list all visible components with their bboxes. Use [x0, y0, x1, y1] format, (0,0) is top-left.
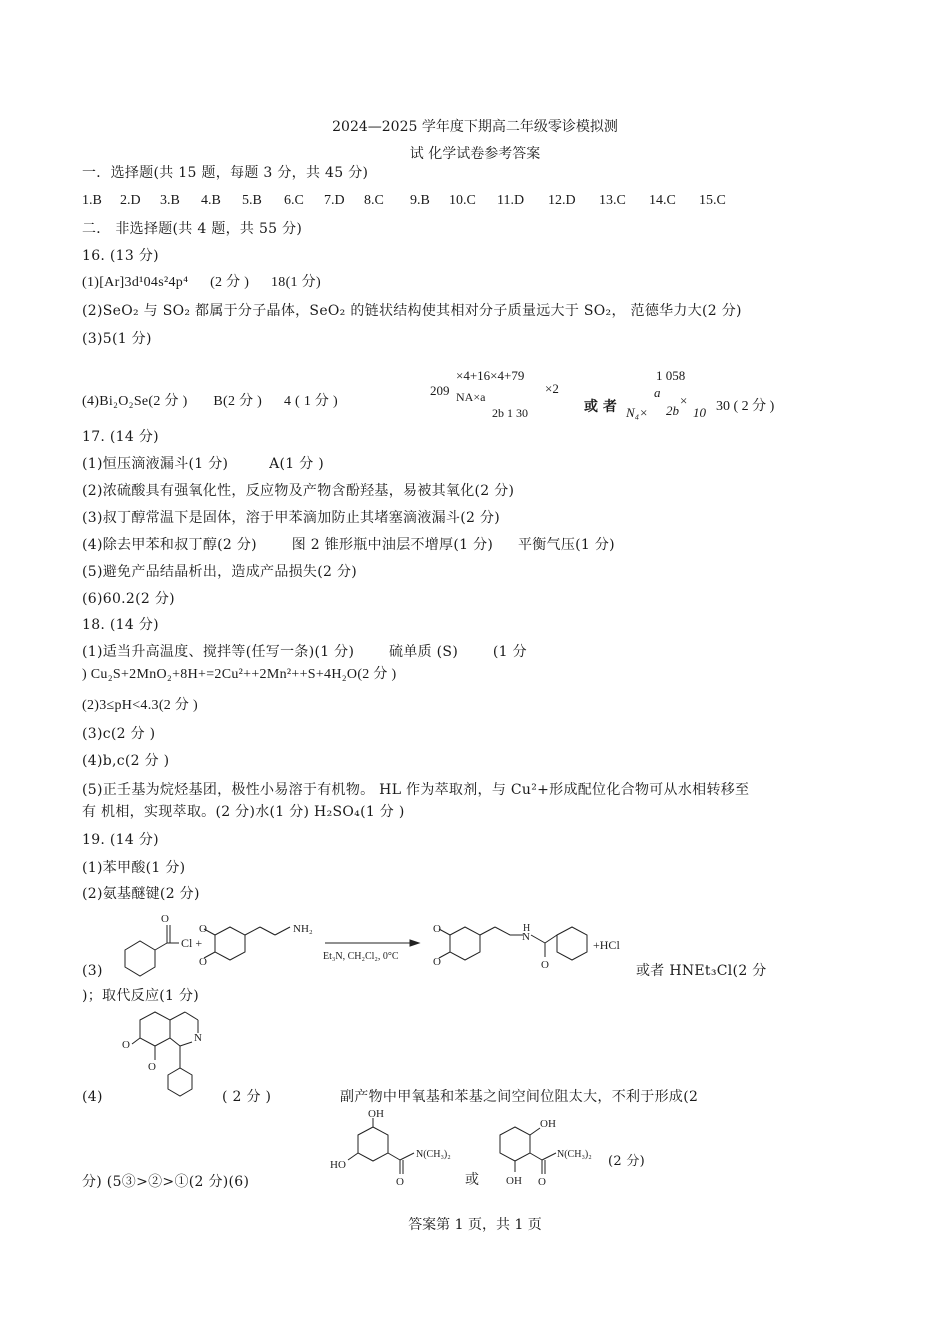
frag-denominator: 2b 1 30 [492, 406, 528, 420]
label-o: O [161, 913, 169, 925]
q16-heading: 16. (13 分) [82, 248, 159, 264]
q17-answer-4-b: 图 2 锥形瓶中油层不增厚(1 分) [291, 537, 494, 553]
label-oh-c: OH [506, 1175, 522, 1187]
reaction-scheme [105, 905, 635, 985]
q19-answer-4-text: 副产物中甲氧基和苯基之间空间位阻太大，不利于形成(2 [340, 1089, 699, 1105]
mc-answer: 5.B [242, 193, 262, 208]
reaction-conditions: Et₃N, CH₂Cl₂, 0°C [323, 951, 399, 962]
q19-answer-3-cont: )；取代反应(1 分) [82, 988, 200, 1004]
q19-answer-4-lead: (4) [82, 1089, 103, 1105]
label-o-c1: O [396, 1176, 404, 1188]
q16-answer-1 [82, 274, 321, 292]
frag-209: 209 [430, 383, 450, 398]
mc-answer: 6.C [284, 193, 304, 208]
q16-answer-4-b: B(2 分 ) [213, 394, 263, 409]
label-o-methoxy-3: O [433, 923, 441, 935]
q16-answer-1-extra: 18(1 分) [271, 275, 321, 290]
mc-answer: 3.B [160, 193, 180, 208]
q19-answer-6-or: 或 [465, 1172, 480, 1188]
frag-numerator: ×4+16×4+79 [456, 368, 525, 383]
mc-answer: 13.C [599, 193, 626, 208]
label-o-4a: O [122, 1039, 130, 1051]
label-o-4b: O [148, 1061, 156, 1073]
label-o-amide: O [541, 959, 549, 971]
q16-answer-1-config: (1)[Ar]3d¹04s²4p⁴ [82, 275, 189, 290]
q16-answer-4-c: 4 ( 1 分 ) [283, 394, 338, 409]
q16-answer-1-score: (2 分 ) [210, 275, 250, 290]
label-h: H [523, 923, 531, 934]
q18-answer-1 [82, 643, 527, 661]
label-nme2-a: N(CH₃)₂ [416, 1149, 451, 1160]
frag-x2: ×2 [545, 381, 559, 396]
q16-answer-4 [82, 393, 338, 411]
q19-answer-5-6: 分) (5③>②>①(2 分)(6) [82, 1174, 250, 1190]
q18-answer-1-b: 硫单质 (S) [389, 644, 459, 660]
label-oh-a: OH [368, 1110, 384, 1120]
label-o-methoxy-1: O [199, 923, 207, 935]
label-hcl: +HCl [593, 938, 620, 952]
frag-2b: 2b [666, 403, 679, 418]
mc-answer: 15.C [699, 193, 726, 208]
page-footer: 答案第 1 页，共 1 页 [408, 1217, 542, 1233]
q18-answer-1-cont: ) Cu₂S+2MnO₂+8H+=2Cu²++2Mn²++S+4H₂O(2 分 ) [82, 667, 397, 682]
q18-answer-5-cont: 有 机相，实现萃取。(2 分)水(1 分) H₂SO₄(1 分 ) [82, 804, 405, 820]
frag-1058: 1 058 [656, 368, 686, 383]
mc-answer: 1.B [82, 193, 102, 208]
q18-heading: 18. (14 分) [82, 617, 159, 633]
frag-10: 10 [693, 405, 706, 420]
q19-answer-4-score: ( 2 分 ) [222, 1089, 272, 1105]
q19-heading: 19. (14 分) [82, 832, 159, 848]
q19-answer-2: (2)氨基醚键(2 分) [82, 886, 200, 902]
section-2-heading: 二． 非选择题(共 4 题，共 55 分) [82, 221, 303, 237]
mc-answer: 11.D [497, 193, 525, 208]
label-n: N [522, 931, 530, 943]
q16-answer-3: (3)5(1 分) [82, 331, 152, 347]
q19-answer-3-lead: (3) [82, 963, 103, 979]
mc-answer: 2.D [120, 193, 141, 208]
frag-na: NA×a [456, 390, 486, 404]
label-n-4: N [194, 1032, 202, 1044]
isoquinoline-structure [110, 1008, 210, 1108]
label-o-methoxy-2: O [199, 956, 207, 968]
q17-answer-6: (6)60.2(2 分) [82, 591, 175, 607]
mc-answer: 14.C [649, 193, 676, 208]
q17-answer-1 [82, 455, 324, 473]
isomer-structure-2 [490, 1110, 605, 1190]
mc-answer: 8.C [364, 193, 384, 208]
frag-a: a [654, 385, 661, 400]
q19-answer-6-score: (2 分) [608, 1154, 646, 1169]
label-cl: Cl + [181, 936, 203, 950]
q19-answer-3-alt: 或者 HNEt₃Cl(2 分 [636, 963, 767, 979]
label-ho: HO [330, 1159, 346, 1171]
label-nh2: NH₂ [293, 923, 313, 935]
q18-answer-5: (5)正壬基为烷烃基团，极性小易溶于有机物。 HL 作为萃取剂，与 Cu²+形成配位化合物可从水相转移至 [82, 782, 750, 798]
q18-answer-3: (3)c(2 分 ) [82, 726, 156, 742]
q17-heading: 17. (14 分) [82, 429, 159, 445]
q17-answer-4-main: (4)除去甲苯和叔丁醇(2 分) [82, 537, 257, 553]
q17-answer-1-b: A(1 分 ) [269, 456, 325, 472]
mc-answer: 7.D [324, 193, 345, 208]
q18-answer-2: (2)3≤pH<4.3(2 分 ) [82, 698, 198, 713]
q17-answer-3: (3)叔丁醇常温下是固体，溶于甲苯滴加防止其堵塞滴液漏斗(2 分) [82, 510, 501, 526]
q17-answer-1-main: (1)恒压滴液漏斗(1 分) [82, 456, 229, 472]
q18-answer-4: (4)b,c(2 分 ) [82, 753, 170, 769]
q17-answer-4-c: 平衡气压(1 分) [517, 537, 615, 553]
q16-answer-2: (2)SeO₂ 与 SO₂ 都属于分子晶体，SeO₂ 的链状结构使其相对分子质量远大于 SO₂， 范德华力大(2 分) [82, 303, 742, 319]
frag-n4: N₄× [626, 405, 648, 420]
mc-answer: 9.B [410, 193, 430, 208]
q18-answer-1-main: (1)适当升高温度、搅拌等(任写一条)(1 分) [82, 644, 355, 660]
or-connector: 或 者 [584, 399, 617, 415]
title-line-2: 试 化学试卷参考答案 [409, 146, 541, 162]
label-o-c2: O [538, 1176, 546, 1188]
label-nme2-b: N(CH₃)₂ [557, 1149, 592, 1160]
q16-answer-4-formula: (4)Bi₂O₂Se(2 分 ) [82, 394, 188, 409]
frag-30-score: 30 ( 2 分 ) [716, 399, 775, 414]
q17-answer-2: (2)浓硫酸具有强氧化性，反应物及产物含酚羟基，易被其氧化(2 分) [82, 483, 515, 499]
mc-answer: 12.D [548, 193, 576, 208]
title-line-1: 2024—2025 学年度下期高二年级零诊模拟测 [332, 119, 618, 135]
section-1-heading: 一．选择题(共 15 题，每题 3 分，共 45 分) [82, 165, 369, 181]
mc-answer: 4.B [201, 193, 221, 208]
mc-answer: 10.C [449, 193, 476, 208]
q17-answer-5: (5)避免产品结晶析出，造成产品损失(2 分) [82, 564, 358, 580]
label-o-methoxy-4: O [433, 956, 441, 968]
q19-answer-1: (1)苯甲酸(1 分) [82, 860, 186, 876]
q17-answer-4 [82, 536, 615, 554]
label-oh-b: OH [540, 1118, 556, 1130]
isomer-structure-1 [328, 1110, 463, 1190]
q18-answer-1-c: (1 分 [492, 644, 527, 660]
frag-times: × [680, 393, 688, 408]
